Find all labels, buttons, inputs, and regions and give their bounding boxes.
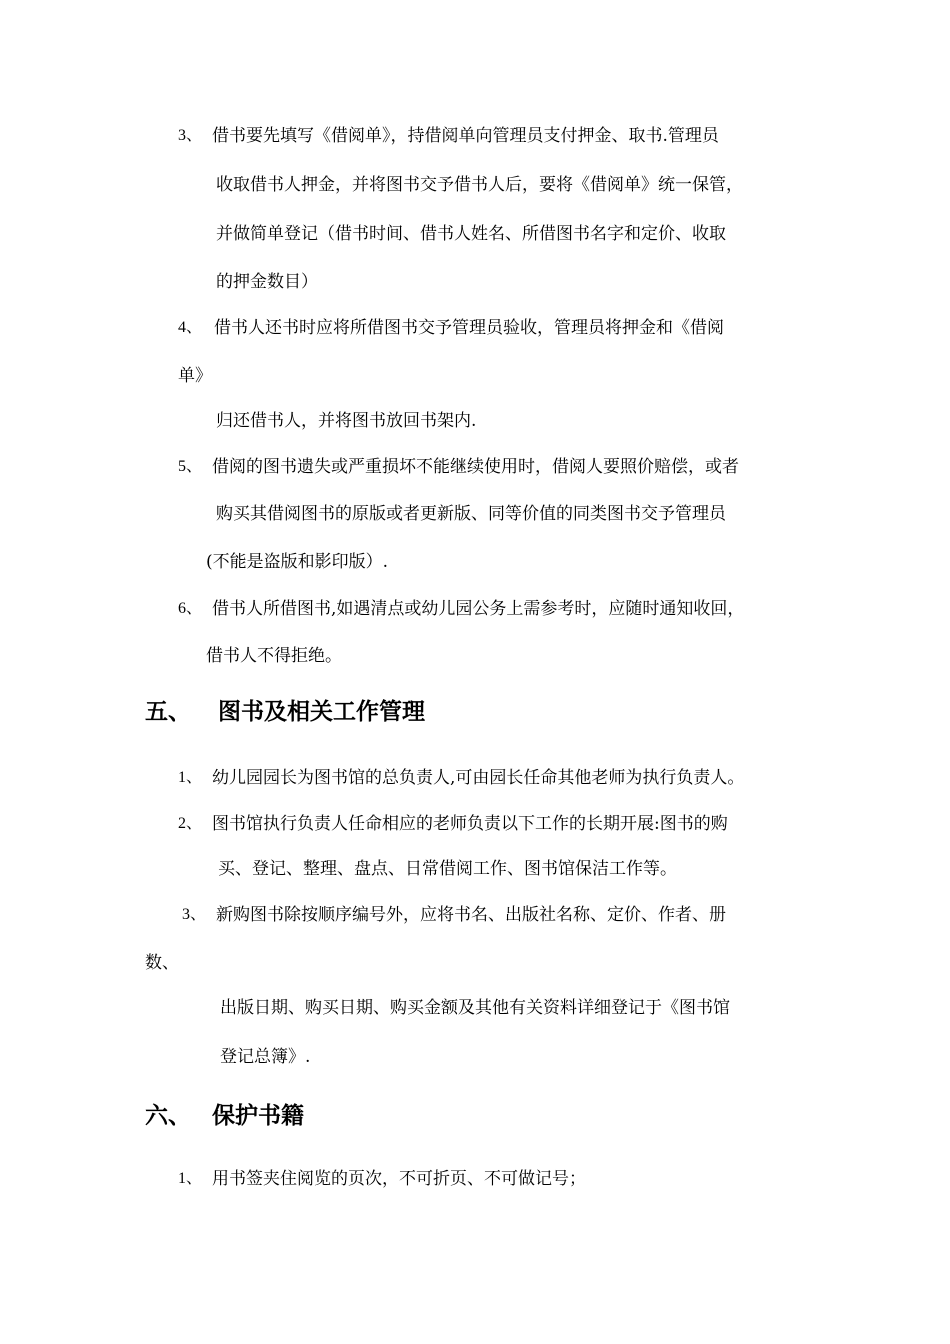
item-text-line: 借书人还书时应将所借图书交予管理员验收，管理员将押金和《借阅 [214,318,724,338]
item-text-line: 买、登记、整理、盘点、日常借阅工作、图书馆保洁工作等。 [218,859,677,879]
item-text-line: 数、 [145,953,179,973]
item-text-line: 新购图书除按顺序编号外，应将书名、出版社名称、定价、作者、册 [216,905,726,925]
item-number: 5、 [178,458,203,475]
item-text-line: 借书人所借图书,如遇清点或幼儿园公务上需参考时，应随时通知收回， [212,599,745,619]
item-text-line: 归还借书人，并将图书放回书架内. [216,411,477,431]
section-title: 保护书籍 [212,1103,304,1129]
item-text-line: 图书馆执行负责人任命相应的老师负责以下工作的长期开展:图书的购 [212,814,728,834]
item-text-line: 借书要先填写《借阅单》，持借阅单向管理员支付押金、取书.管理员 [212,126,719,146]
item-text-line: 的押金数目） [216,272,318,292]
item-number: 2、 [178,815,203,832]
item-number: 3、 [178,127,203,144]
item-number: 1、 [178,769,203,786]
section-title: 图书及相关工作管理 [218,699,425,725]
item-text-line: (不能是盗版和影印版）. [206,552,389,572]
item-text-line: 单》 [178,366,212,386]
item-text-line: 并做简单登记（借书时间、借书人姓名、所借图书名字和定价、收取 [216,224,726,244]
item-number: 1、 [178,1170,203,1187]
item-number: 6、 [178,600,203,617]
item-text-line: 出版日期、购买日期、购买金额及其他有关资料详细登记于《图书馆 [220,998,730,1018]
item-text-line: 用书签夹住阅览的页次，不可折页、不可做记号； [212,1169,586,1189]
item-text-line: 借阅的图书遗失或严重损坏不能继续使用时，借阅人要照价赔偿，或者 [212,457,739,477]
item-text-line: 购买其借阅图书的原版或者更新版、同等价值的同类图书交予管理员 [216,504,726,524]
item-number: 3、 [182,906,207,923]
item-text-line: 幼儿园园长为图书馆的总负责人,可由园长任命其他老师为执行负责人。 [212,768,745,788]
section-number: 五、 [145,699,191,725]
item-text-line: 收取借书人押金，并将图书交予借书人后，要将《借阅单》统一保管， [216,175,743,195]
item-text-line: 借书人不得拒绝。 [206,646,342,666]
item-text-line: 登记总簿》. [220,1047,311,1067]
item-number: 4、 [178,319,203,336]
section-number: 六、 [145,1103,191,1129]
